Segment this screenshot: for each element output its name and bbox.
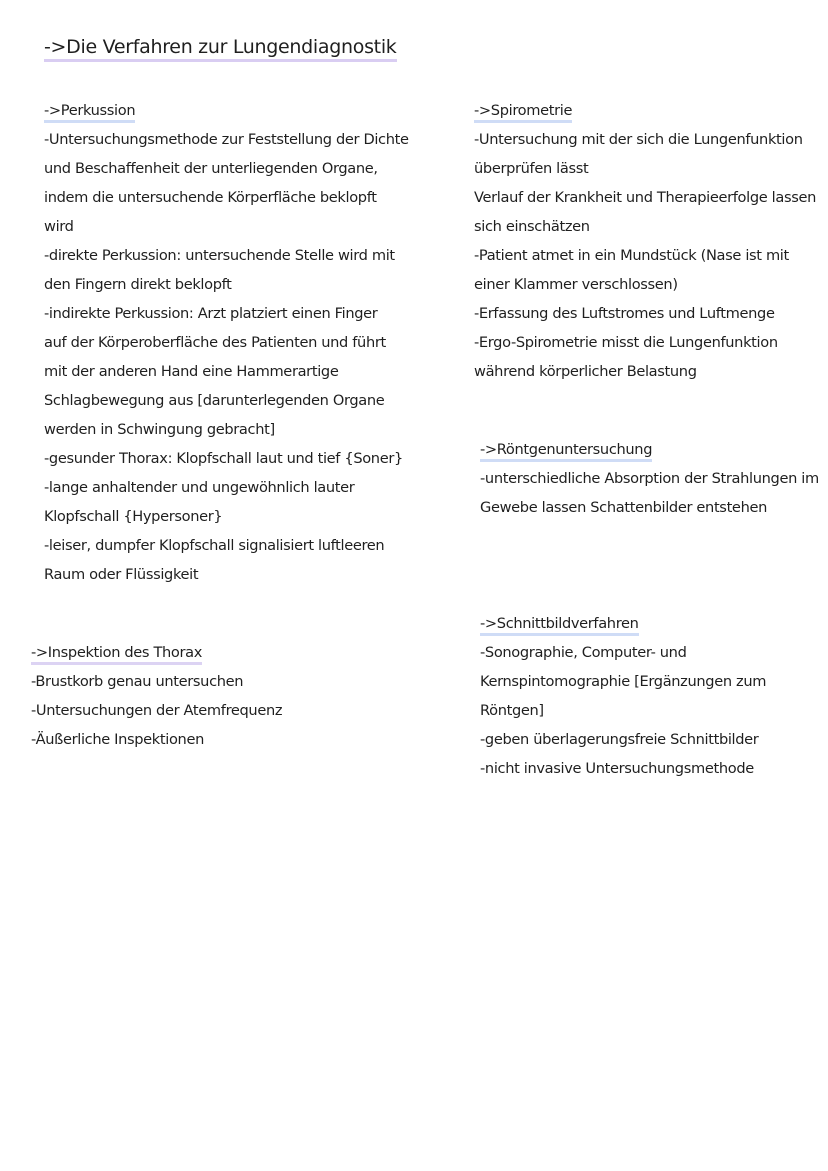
text-line: Klopfschall {Hypersoner}: [44, 508, 223, 525]
text-line: indem die untersuchende Körperfläche beklopft: [44, 189, 377, 206]
text-line: -Ergo-Spirometrie misst die Lungenfunktion: [474, 334, 778, 351]
text-line: den Fingern direkt beklopft: [44, 276, 232, 293]
heading-schnittbild: ->Schnittbildverfahren: [480, 616, 639, 636]
text-line: überprüfen lässt: [474, 160, 589, 177]
text-line: -geben überlagerungsfreie Schnittbilder: [480, 731, 759, 748]
text-line: -Erfassung des Luftstromes und Luftmenge: [474, 305, 775, 322]
text-line: und Beschaffenheit der unterliegenden Organe,: [44, 160, 378, 177]
text-line: Kernspintomographie [Ergänzungen zum: [480, 673, 767, 690]
text-line: -nicht invasive Untersuchungsmethode: [480, 760, 754, 777]
text-line: sich einschätzen: [474, 218, 590, 235]
text-line: -indirekte Perkussion: Arzt platziert einen Finger: [44, 305, 378, 322]
section-heading: [31, 638, 282, 667]
section-roentgen: [480, 435, 819, 522]
heading-inspektion: ->Inspektion des Thorax: [31, 645, 202, 665]
text-line: -Patient atmet in ein Mundstück (Nase ist mit: [474, 247, 789, 264]
text-line: -Brustkorb genau untersuchen: [31, 673, 244, 690]
text-line: Röntgen]: [480, 702, 544, 719]
section-heading: [474, 96, 816, 125]
section-heading: [480, 609, 766, 638]
section-heading: [44, 96, 409, 125]
text-line: Gewebe lassen Schattenbilder entstehen: [480, 499, 767, 516]
text-line: werden in Schwingung gebracht]: [44, 421, 275, 438]
section-spirometrie: [474, 96, 816, 386]
text-line: mit der anderen Hand eine Hammerartige: [44, 363, 339, 380]
heading-spirometrie: ->Spirometrie: [474, 103, 572, 123]
page-title: [44, 36, 397, 62]
text-line: -Untersuchung mit der sich die Lungenfunktion: [474, 131, 803, 148]
section-inspektion: [31, 638, 282, 754]
text-line: Schlagbewegung aus [darunterlegenden Organe: [44, 392, 385, 409]
text-line: -Untersuchungsmethode zur Feststellung der Dichte: [44, 131, 409, 148]
text-line: Raum oder Flüssigkeit: [44, 566, 199, 583]
text-line: -Untersuchungen der Atemfrequenz: [31, 702, 283, 719]
text-line: -direkte Perkussion: untersuchende Stelle wird mit: [44, 247, 395, 264]
text-line: während körperlicher Belastung: [474, 363, 697, 380]
text-line: Verlauf der Krankheit und Therapieerfolge lassen: [474, 189, 816, 206]
text-line: -Sonographie, Computer- und: [480, 644, 687, 661]
text-line: -lange anhaltender und ungewöhnlich lauter: [44, 479, 355, 496]
heading-perkussion: ->Perkussion: [44, 103, 135, 123]
text-line: -unterschiedliche Absorption der Strahlungen im: [480, 470, 819, 487]
text-line: -Äußerliche Inspektionen: [31, 731, 204, 748]
text-line: einer Klammer verschlossen): [474, 276, 678, 293]
text-line: wird: [44, 218, 74, 235]
page-title-text: ->Die Verfahren zur Lungendiagnostik: [44, 37, 397, 62]
text-line: auf der Körperoberfläche des Patienten und führt: [44, 334, 386, 351]
heading-roentgen: ->Röntgenuntersuchung: [480, 442, 652, 462]
text-line: -gesunder Thorax: Klopfschall laut und tief {Soner}: [44, 450, 403, 467]
text-line: -leiser, dumpfer Klopfschall signalisiert luftleeren: [44, 537, 385, 554]
section-heading: [480, 435, 819, 464]
section-perkussion: [44, 96, 409, 589]
section-schnittbild: [480, 609, 766, 783]
